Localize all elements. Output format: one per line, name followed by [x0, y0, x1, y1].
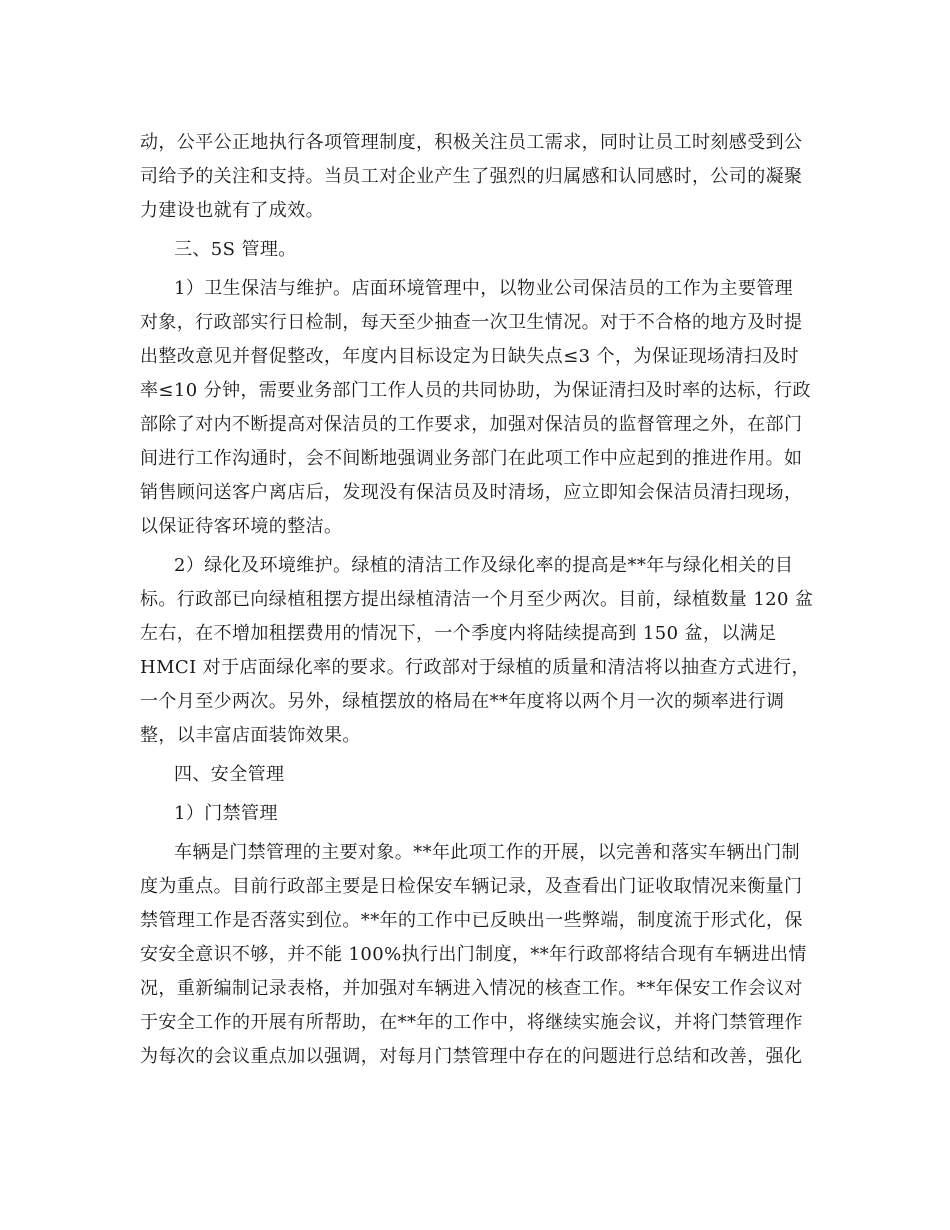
text-line: 力建设也就有了成效。 [140, 200, 324, 221]
text-line: HMCI 对于店面绿化率的要求。行政部对于绿植的质量和清洁将以抽查方式进行， [140, 657, 810, 678]
text-line: 间进行工作沟通时，会不间断地强调业务部门在此项工作中应起到的推进作用。如 [140, 448, 803, 469]
text-line: 出整改意见并督促整改，年度内目标设定为日缺失点≤3 个，为保证现场清扫及时 [140, 346, 800, 367]
text-line: 禁管理工作是否落实到位。**年的工作中已反映出一些弊端，制度流于形式化，保 [140, 910, 803, 931]
text-line: 销售顾问送客户离店后，发现没有保洁员及时清场，应立即知会保洁员清扫现场， [140, 482, 803, 503]
text-line: 于安全工作的开展有所帮助，在**年的工作中，将继续实施会议，并将门禁管理作 [140, 1012, 803, 1033]
document-body [140, 126, 812, 1074]
text-line: 车辆是门禁管理的主要对象。**年此项工作的开展，以完善和落实车辆出门制 [174, 842, 800, 863]
text-line: 安安全意识不够，并不能 100%执行出门制度，**年行政部将结合现有车辆进出情 [140, 944, 807, 965]
text-line: 部除了对内不断提高对保洁员的工作要求，加强对保洁员的监督管理之外，在部门 [140, 414, 803, 435]
text-line: 为每次的会议重点加以强调，对每月门禁管理中存在的问题进行总结和改善，强化 [140, 1046, 803, 1067]
section-heading: 三、5S 管理。 [174, 239, 297, 260]
text-line: 2）绿化及环境维护。绿植的清洁工作及绿化率的提高是**年与绿化相关的目 [174, 555, 794, 576]
text-line: 整，以丰富店面装饰效果。 [140, 725, 361, 746]
text-line: 以保证待客环境的整洁。 [140, 516, 343, 537]
text-line: 动，公平公正地执行各项管理制度，积极关注员工需求，同时让员工时刻感受到公 [140, 132, 803, 153]
section-heading: 四、安全管理 [174, 764, 285, 785]
text-line: 率≤10 分钟，需要业务部门工作人员的共同协助，为保证清扫及时率的达标，行政 [140, 380, 811, 401]
text-line: 左右，在不增加租摆费用的情况下，一个季度内将陆续提高到 150 盆，以满足 [140, 623, 777, 644]
text-line: 度为重点。目前行政部主要是日检保安车辆记录，及查看出门证收取情况来衡量门 [140, 876, 803, 897]
subsection-heading: 1）门禁管理 [174, 803, 278, 824]
text-line: 1）卫生保洁与维护。店面环境管理中，以物业公司保洁员的工作为主要管理 [174, 278, 794, 299]
text-line: 对象，行政部实行日检制，每天至少抽查一次卫生情况。对于不合格的地方及时提 [140, 312, 803, 333]
text-line: 一个月至少两次。另外，绿植摆放的格局在**年度将以两个月一次的频率进行调 [140, 691, 785, 712]
text-line: 司给予的关注和支持。当员工对企业产生了强烈的归属感和认同感时，公司的凝聚 [140, 166, 803, 187]
text-line: 标。行政部已向绿植租摆方提出绿植清洁一个月至少两次。目前，绿植数量 120 盆 [140, 589, 814, 610]
text-line: 况，重新编制记录表格，并加强对车辆进入情况的核查工作。**年保安工作会议对 [140, 978, 803, 999]
